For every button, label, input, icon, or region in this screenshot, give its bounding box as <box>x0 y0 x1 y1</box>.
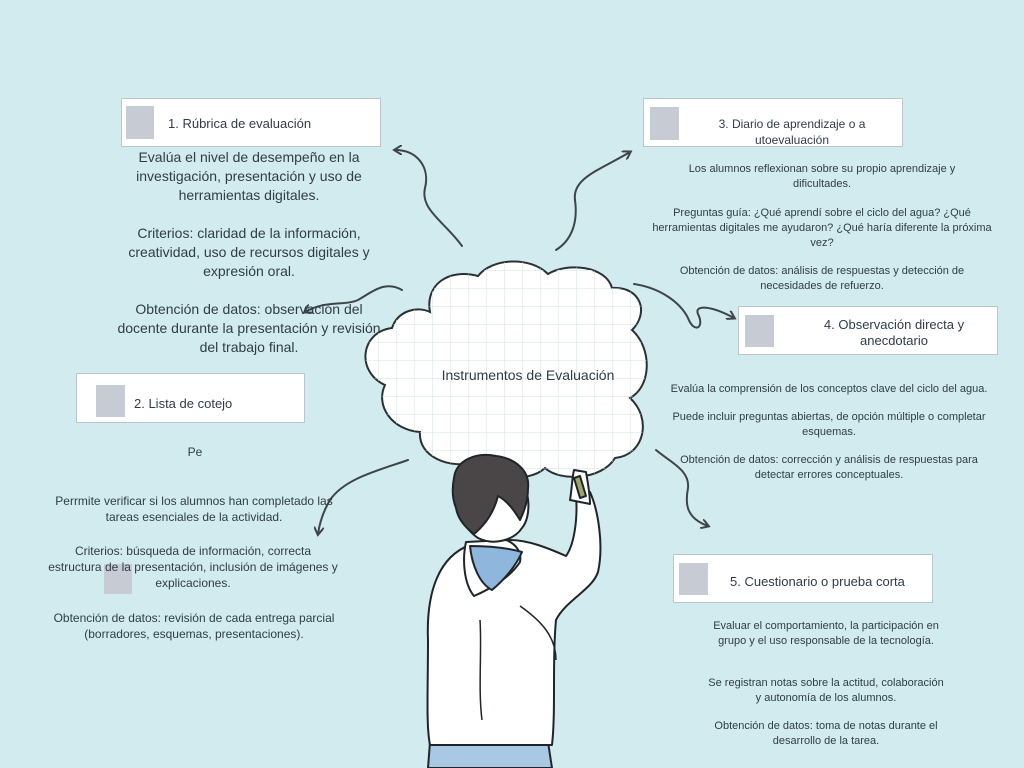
node-4-paragraph-1: Evalúa la comprensión de los conceptos clave del ciclo del agua. <box>670 383 988 395</box>
node-5-image-placeholder <box>679 563 708 595</box>
node-2-title-box <box>76 373 305 423</box>
node-5-paragraph-2: Se registran notas sobre la actitud, colaboración y autonomía de los alumnos. <box>708 677 944 704</box>
node-4-title-box <box>738 306 998 355</box>
node-5-paragraph-3: Obtención de datos: toma de notas durante el desarrollo de la tarea. <box>714 720 938 747</box>
node-3-image-placeholder <box>650 107 679 140</box>
node-3-paragraph-1: Los alumnos reflexionan sobre su propio aprendizaje y dificultades. <box>688 163 956 190</box>
node-2-paragraph-2: Criterios: búsqueda de información, correcta estructura de la presentación, inclusión de imágenes y explicaciones. <box>48 544 338 590</box>
node-5-title: 5. Cuestionario o prueba corta <box>730 574 905 589</box>
node-5-title-box <box>673 554 933 603</box>
node-2-title: 2. Lista de cotejo <box>134 396 233 411</box>
node-4-title: 4. Observación directa y anecdotario <box>823 317 965 348</box>
node-3-paragraph-2: Preguntas guía: ¿Qué aprendí sobre el ciclo del agua? ¿Qué herramientas digitales me ayudaron? ¿Qué haría diferente la próxima vez? <box>652 207 992 249</box>
node-2-image-placeholder <box>96 385 125 417</box>
node-2-stray-text: Pe <box>187 445 203 459</box>
node-1-paragraph-3: Obtención de datos: observación del docente durante la presentación y revisión del trabajo final. <box>117 301 381 355</box>
node-1-title: 1. Rúbrica de evaluación <box>168 116 312 131</box>
node-2-paragraph-3: Obtención de datos: revisión de cada entrega parcial (borradores, esquemas, presentaciones). <box>53 611 335 641</box>
node-4-paragraph-3: Obtención de datos: corrección y análisis de respuestas para detectar errores conceptuales. <box>680 454 978 481</box>
node-1-title-box <box>121 98 381 147</box>
node-4-image-placeholder <box>745 315 774 347</box>
node-3-title-box <box>643 98 903 147</box>
node-3-title: 3. Diario de aprendizaje o a utoevaluación <box>718 117 866 147</box>
node-5-paragraph-1: Evaluar el comportamiento, la participación en grupo y el uso responsable de la tecnología. <box>713 620 939 647</box>
node-2-paragraph-1: Perrmite verificar si los alumnos han completado las tareas esenciales de la actividad. <box>55 494 333 524</box>
node-4-paragraph-2: Puede incluir preguntas abiertas, de opción múltiple o completar esquemas. <box>672 411 986 438</box>
node-1-paragraph-2: Criterios: claridad de la información, creatividad, uso de recursos digitales y expresión oral. <box>128 225 370 279</box>
node-1-paragraph-1: Evalúa el nivel de desempeño en la investigación, presentación y uso de herramientas digitales. <box>136 149 362 203</box>
center-title: Instrumentos de Evaluación <box>441 367 615 383</box>
node-3-paragraph-3: Obtención de datos: análisis de respuestas y detección de necesidades de refuerzo. <box>679 265 965 292</box>
node-1-image-placeholder <box>126 106 154 139</box>
